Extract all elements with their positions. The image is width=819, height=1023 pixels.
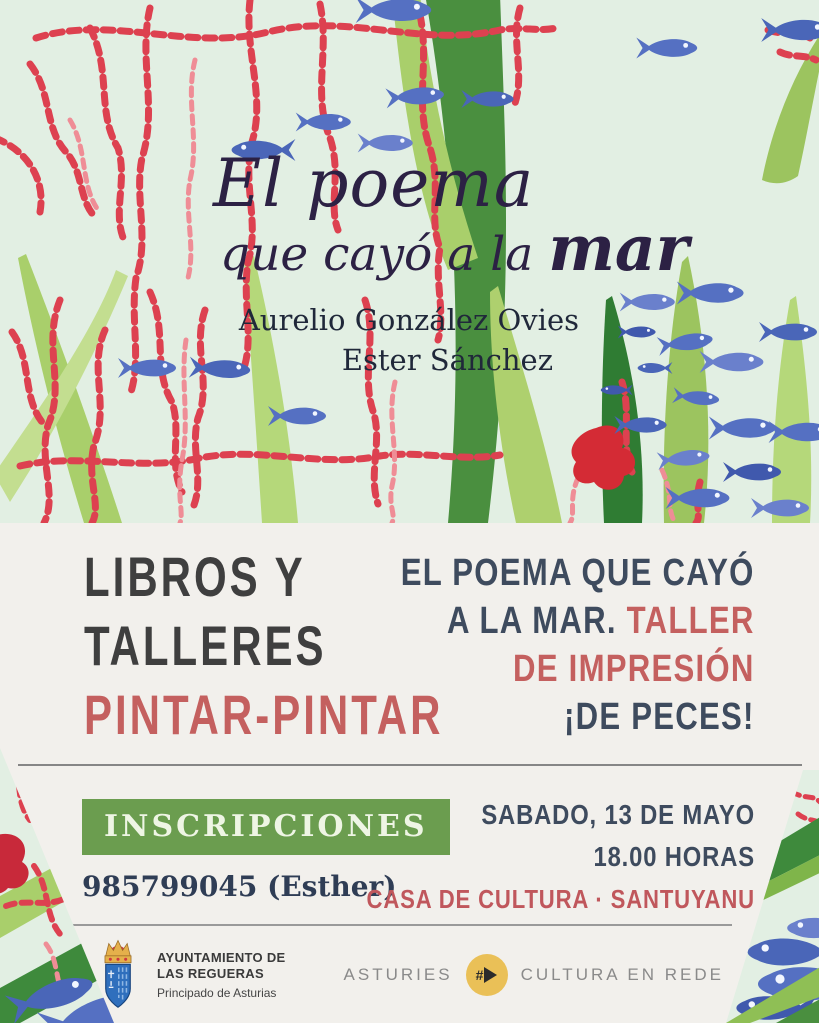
book-title-line2-emphasis: mar [548,211,689,285]
program-headline-line2: TALLERES [84,614,327,677]
hash-glyph: # [475,966,484,983]
workshop-headline-line2-dark: A LA MAR. [447,600,618,642]
book-title-line2-prefix: que cayó a la [220,227,549,282]
bottom-right-illustration [694,770,819,1023]
author-name: Aurelio González Ovies [238,303,579,337]
event-venue: CASA DE CULTURA · SANTUYANU [366,884,755,914]
book-title [0,145,819,285]
event-time: 18.00 HORAS [593,841,755,872]
workshop-headline-line1: EL POEMA QUE CAYÓ [401,552,755,594]
workshop-headline-line3: DE IMPRESIÓN [513,648,755,690]
phone-number: 985799045 (Esther) [82,870,397,903]
program-headline-line3: PINTAR-PINTAR [84,683,444,746]
bottom-left-illustration [0,748,140,1023]
program-headline-line1: LIBROS Y [84,545,306,608]
event-date: SABADO, 13 DE MAYO [481,799,755,830]
workshop-headline-line2 [401,597,755,645]
council-name-line1: AYUNTAMIENTO DE [157,949,286,965]
workshop-headline [401,549,755,741]
workshop-headline-line4: ¡DE PECES! [564,696,755,738]
network-label-left: ASTURIES [343,964,453,984]
council-text [157,950,286,1000]
workshop-headline-line2-red: TALLER [617,600,755,642]
book-title-line1: El poema [213,145,535,222]
play-triangle-icon [484,967,497,983]
illustrator-name: Ester Sánchez [341,343,553,377]
culture-network-logo [344,954,724,996]
network-label-right: CULTURA EN REDE [520,964,724,984]
inscriptions-badge: INSCRIPCIONES [82,799,450,855]
hashtag-play-icon [466,954,508,996]
book-title-line2 [220,211,819,285]
book-authors [239,300,579,380]
program-headline [84,542,443,749]
council-name-line2: LAS REGUERAS [157,965,264,981]
council-subtitle: Principado de Asturias [157,985,277,1000]
